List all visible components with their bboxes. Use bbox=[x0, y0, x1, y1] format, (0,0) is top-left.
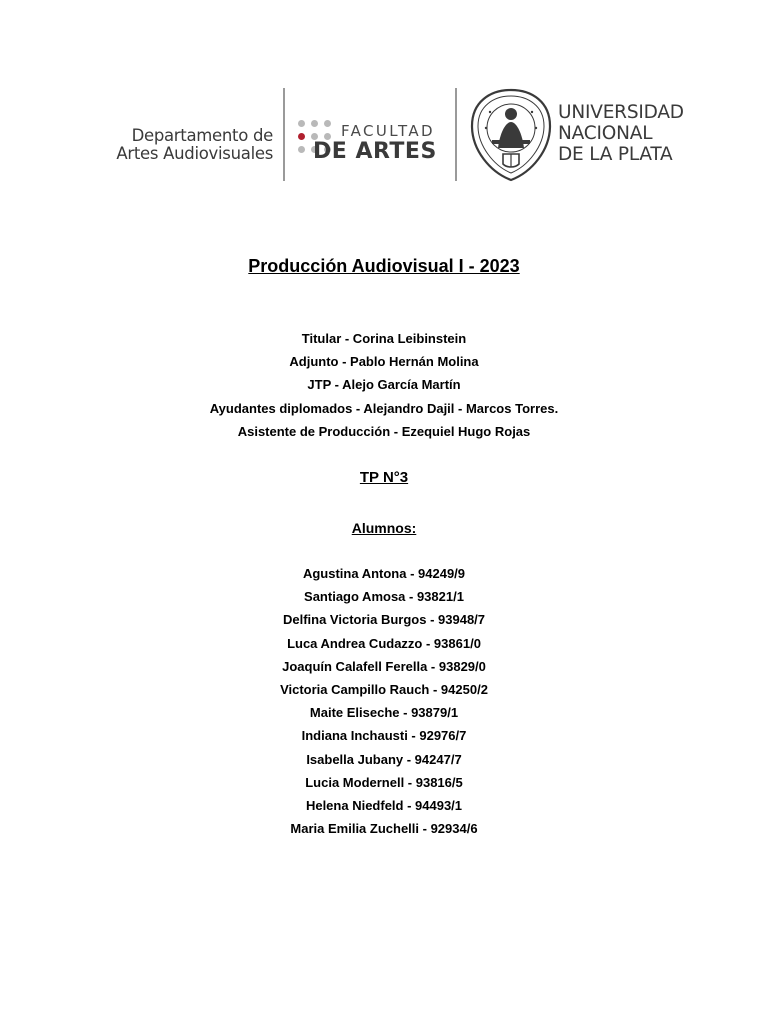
students-heading: Alumnos: bbox=[351, 520, 417, 536]
staff-item: Adjunto - Pablo Hernán Molina bbox=[289, 354, 479, 370]
divider-line bbox=[283, 88, 285, 181]
student-item: Maite Eliseche - 93879/1 bbox=[309, 705, 459, 721]
staff-item: Titular - Corina Leibinstein bbox=[301, 331, 467, 346]
student-item: Maria Emilia Zuchelli - 92934/6 bbox=[290, 821, 478, 837]
staff-item: Ayudantes diplomados - Alejandro Dajil - Marcos Torres. bbox=[209, 400, 559, 416]
staff-list bbox=[0, 330, 768, 446]
student-item: Helena Niedfeld - 94493/1 bbox=[305, 797, 463, 813]
department-logo-text bbox=[93, 127, 273, 163]
divider-line bbox=[455, 88, 457, 181]
department-line-2: Artes Audiovisuales bbox=[116, 144, 273, 163]
students-list bbox=[0, 565, 768, 843]
tp-number: TP N°3 bbox=[359, 469, 409, 486]
student-item: Luca Andrea Cudazzo - 93861/0 bbox=[287, 635, 481, 651]
student-item: Lucia Modernell - 93816/5 bbox=[305, 774, 463, 790]
header-logos bbox=[0, 84, 768, 184]
student-item: Agustina Antona - 94249/9 bbox=[302, 566, 466, 581]
student-item: Isabella Jubany - 94247/7 bbox=[306, 751, 462, 767]
university-logo-text bbox=[558, 102, 684, 165]
student-item: Victoria Campillo Rauch - 94250/2 bbox=[280, 681, 488, 697]
university-line-2: NACIONAL bbox=[558, 123, 653, 144]
university-line-3: DE LA PLATA bbox=[558, 144, 673, 165]
faculty-label: FACULTAD bbox=[341, 122, 436, 140]
faculty-name: DE ARTES bbox=[313, 139, 437, 164]
staff-item: Asistente de Producción - Ezequiel Hugo Rojas bbox=[237, 423, 531, 439]
staff-item: JTP - Alejo García Martín bbox=[307, 377, 461, 393]
student-item: Delfina Victoria Burgos - 93948/7 bbox=[282, 612, 486, 628]
university-seal-icon bbox=[470, 88, 552, 182]
document-title: Producción Audiovisual I - 2023 bbox=[248, 256, 520, 276]
student-item: Santiago Amosa - 93821/1 bbox=[304, 589, 464, 605]
student-item: Joaquín Calafell Ferella - 93829/0 bbox=[282, 658, 486, 674]
university-line-1: UNIVERSIDAD bbox=[558, 102, 684, 123]
department-line-1: Departamento de bbox=[131, 126, 273, 145]
student-item: Indiana Inchausti - 92976/7 bbox=[301, 728, 467, 744]
